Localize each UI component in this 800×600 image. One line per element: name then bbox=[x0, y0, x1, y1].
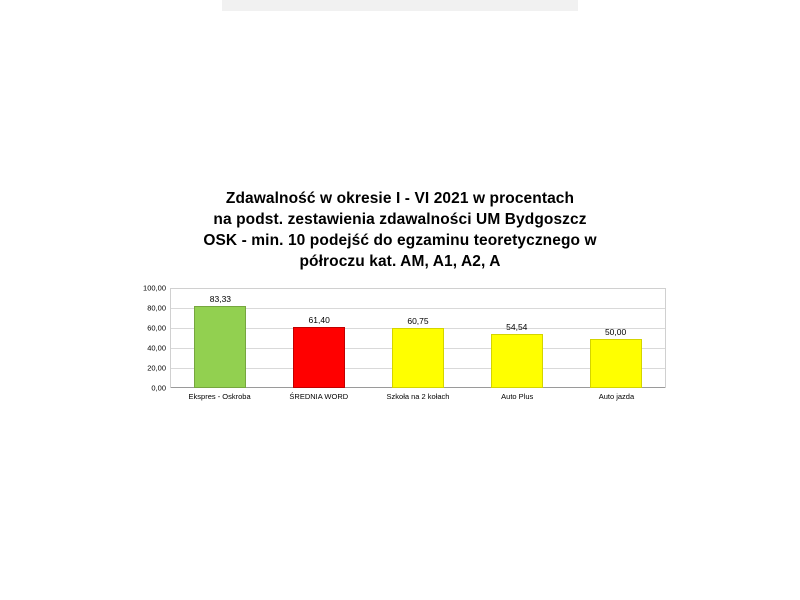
x-axis-category-label: Auto jazda bbox=[598, 392, 635, 401]
bar bbox=[293, 315, 345, 388]
bar-slot bbox=[270, 289, 369, 388]
y-axis-tick-label: 40,00 bbox=[147, 343, 166, 353]
plot-area bbox=[128, 283, 666, 393]
bar-slot bbox=[369, 289, 468, 388]
x-axis-category-labels bbox=[170, 392, 666, 401]
y-axis-tick-label: 60,00 bbox=[147, 323, 166, 333]
x-axis-category-label: Auto Plus bbox=[501, 392, 534, 401]
bar-value-label: 50,00 bbox=[604, 326, 627, 337]
chart-title-line-3: OSK - min. 10 podejść do egzaminu teoretycznego w bbox=[203, 232, 597, 249]
x-axis-category-label: ŚREDNIA WORD bbox=[289, 392, 349, 401]
bar-slot bbox=[467, 289, 566, 388]
bar-slot bbox=[566, 289, 665, 388]
bar-value-label: 83,33 bbox=[209, 293, 232, 304]
bar-value-label: 54,54 bbox=[506, 322, 528, 333]
y-axis-tick-label: 80,00 bbox=[147, 303, 166, 313]
bar-series bbox=[171, 289, 665, 388]
x-axis-category-label: Szkoła na 2 kołach bbox=[386, 392, 450, 401]
grid-area bbox=[170, 288, 666, 388]
chart-title-line-2: na podst. zestawienia zdawalności UM Bydgoszcz bbox=[213, 211, 587, 228]
y-axis-tick-label: 20,00 bbox=[147, 363, 166, 373]
bar bbox=[491, 322, 543, 388]
y-axis bbox=[128, 283, 168, 393]
y-axis-tick-label: 100,00 bbox=[143, 283, 166, 293]
chart-title bbox=[110, 188, 690, 272]
chart-title-line-1: Zdawalność w okresie I - VI 2021 w procentach bbox=[225, 190, 575, 207]
bar-slot bbox=[171, 289, 270, 388]
x-axis-category-label: Ekspres - Oskroba bbox=[188, 392, 251, 401]
y-axis-tick-label: 0,00 bbox=[151, 383, 166, 393]
bar bbox=[392, 315, 444, 388]
bar-value-label: 60,75 bbox=[407, 315, 429, 326]
bar bbox=[590, 326, 642, 389]
chart-title-line-4: półroczu kat. AM, A1, A2, A bbox=[299, 253, 501, 270]
bar-value-label: 61,40 bbox=[308, 315, 330, 326]
bar bbox=[194, 293, 246, 388]
